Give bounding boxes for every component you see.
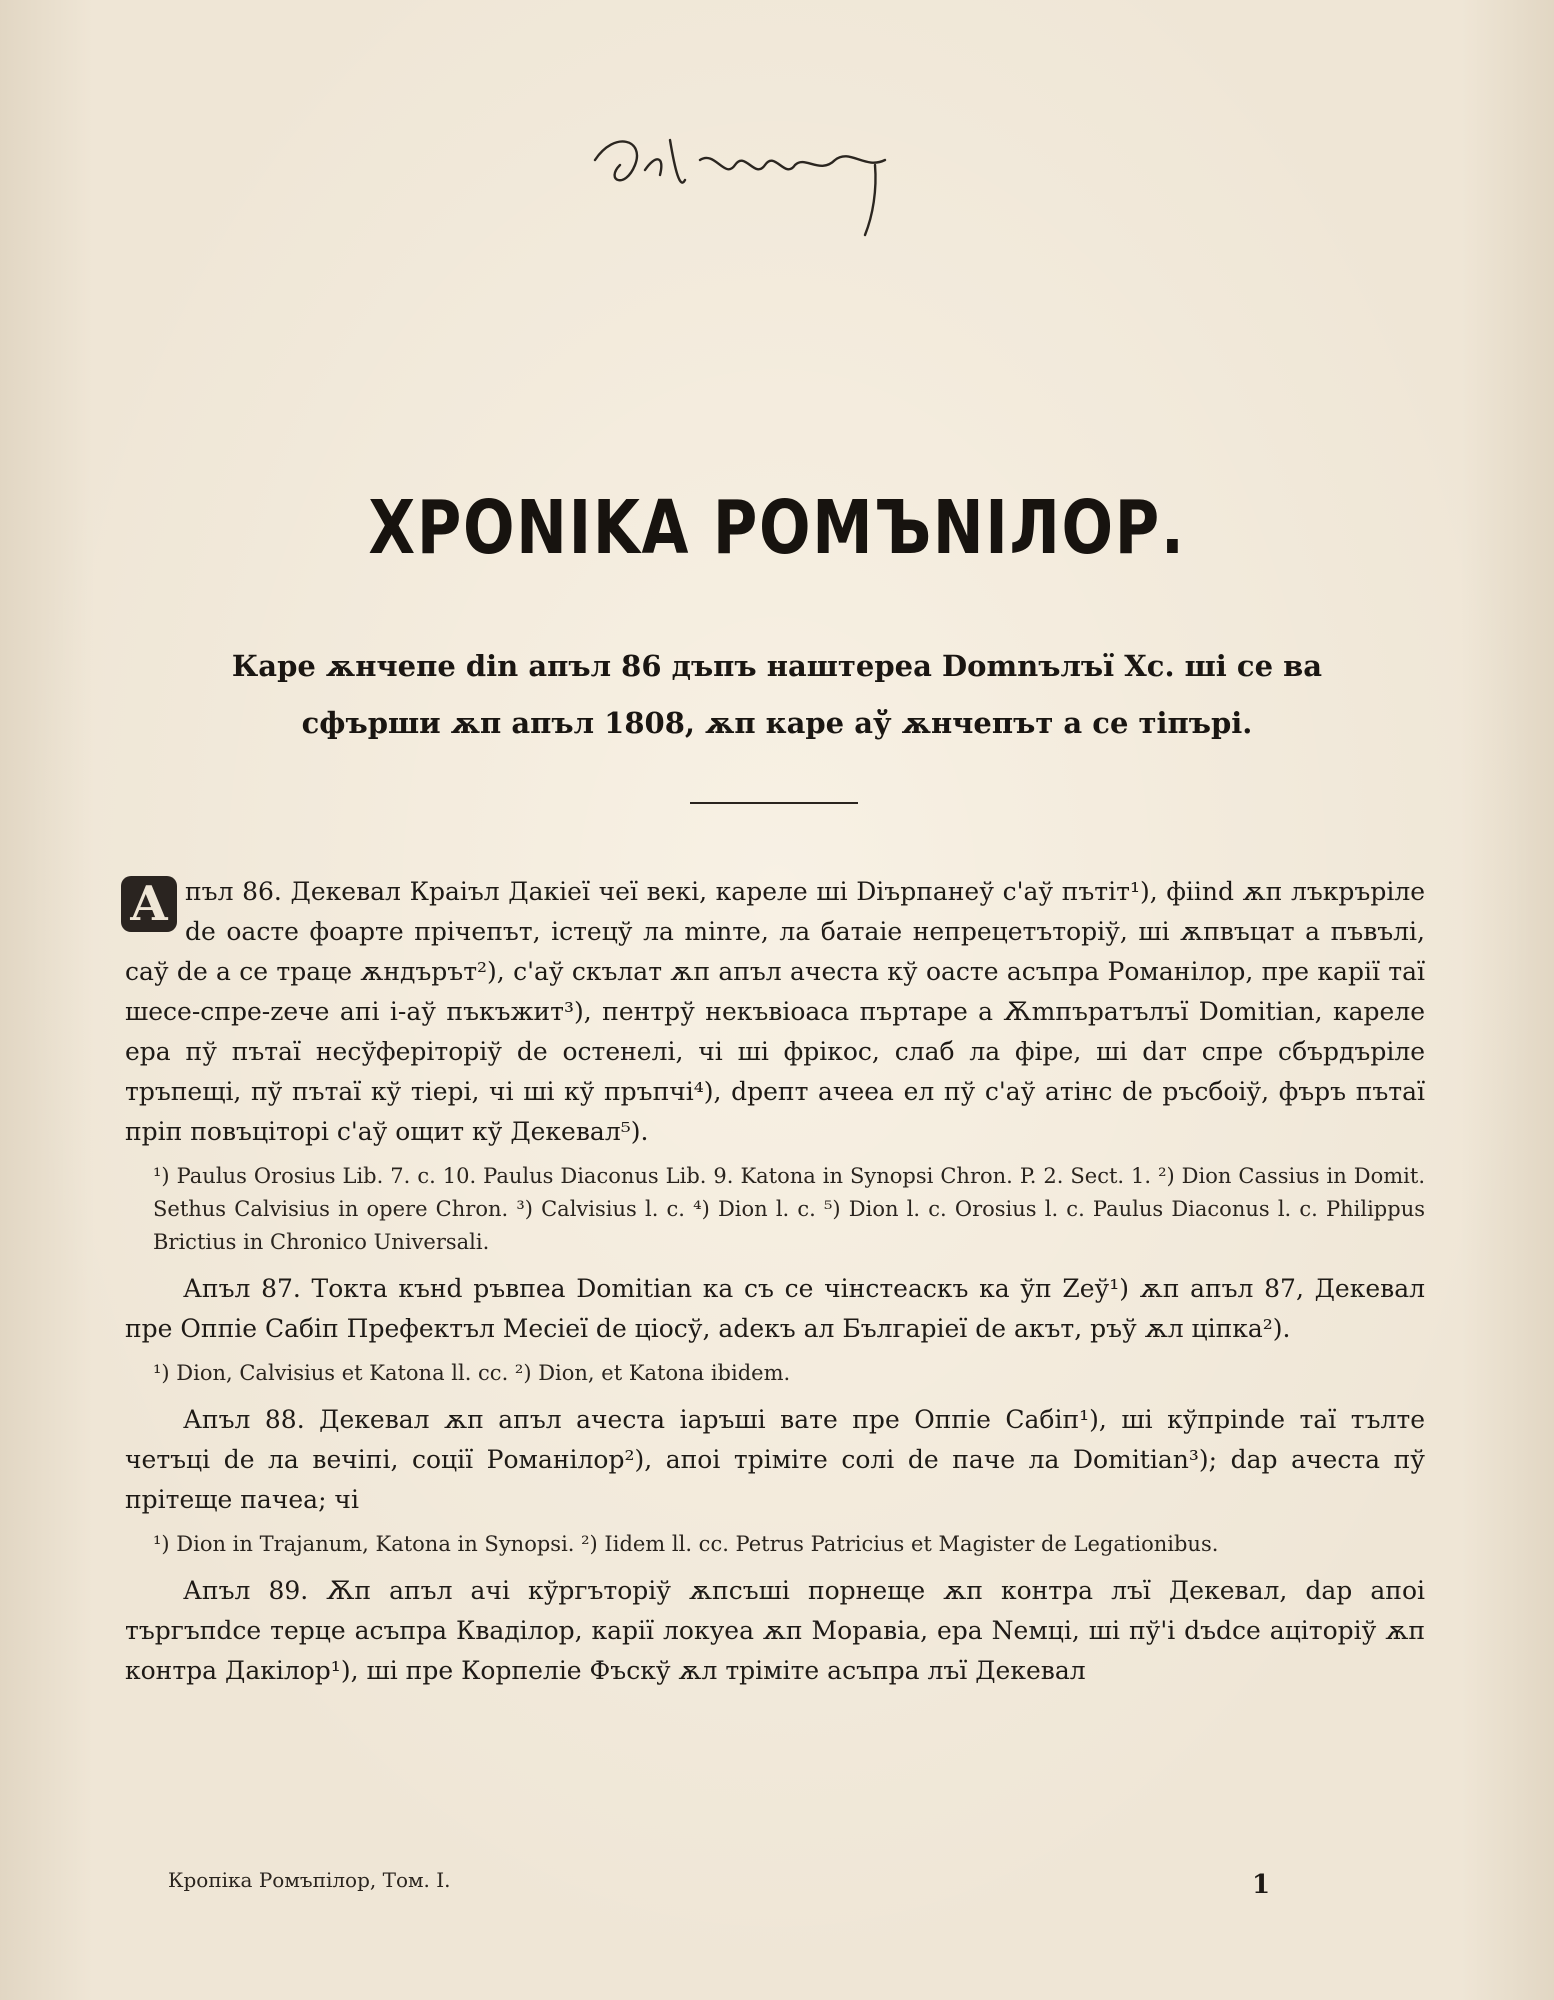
footnote: ¹) Paulus Orosius Lib. 7. c. 10. Paulus Diaconus Lib. 9. Katona in Synopsi Chron. P. 2. Sect. 1. ²) Dion Cassius in Domit. Sethus Calvisius in opere Chron. ³) Calvisius l. c. ⁴) Dion l. c. ⁵) Dion l. c. Orosius l. c. Paulus Diaconus l. c. Philippus Brictius in Chronico Universali. [153,1164,1425,1254]
handwritten-signature [585,120,915,240]
entry-paragraph [125,1269,1425,1349]
subtitle-line-2: сфърши ѫп апъл 1808, ѫп каре аў ѫнчепът а се тiпърi. [301,706,1253,740]
footnote: ¹) Dion, Calvisius et Katona ll. cc. ²) Dion, et Katona ibidem. [153,1361,791,1385]
entry-text: пъл 86. Декевал Краiъл Дакiеї чеї векi, кареле шi Diърпанеў с'аў пътiт¹), фiind ѫп лъкрърiле de оасте фоарте прiчепът, iстецў ла minте, ла батаiе непрецетъторiў, шi ѫпвъцат а пъвълi, саў de а се траце ѫндърът²), с'аў скълат ѫп апъл ачеста кў оасте асъпра Романiлор, пре карiї таї шесе-спре-zече апi i-аў пъкъжит³), пентрў некъвioаса пъртаре а Ѫmпъратълъї Domitian, кареле ера пў пътаї несўферiторiў de остенелi, чi шi фрiкос, слаб ла фiре, шi dат спре сбърдърiле тръпещi, пў пътаї кў тiерi, чi шi кў пръпчi⁴), dрепт ачееа ел пў с'аў атiнс de ръсбоiў, фъръ пътаї прiп повъцiторi с'аў ощит кў Декевал⁵). [125,877,1425,1146]
footnote: ¹) Dion in Trajanum, Katona in Synopsi. ²) Iidem ll. cc. Petrus Patricius et Magister de Legationibus. [153,1532,1219,1556]
entry-paragraph [125,872,1425,1152]
page-number: 1 [1252,1870,1271,1900]
running-head: Кропiка Ромъпiлор, Том. I. [168,1868,451,1892]
title-divider [690,802,858,804]
dropcap-letter: А [121,876,177,932]
page-title: ХРОNIKA РОМЪNIЛОР. [368,485,1186,571]
chronicle-body [125,872,1425,1691]
entry-text: Апъл 89. Ѫп апъл ачi кўргъторiў ѫпсъшi порнеще ѫп контра лъї Декевал, dар апоi търгъпdсе терце асъпра Квадiлор, карiї локуеа ѫп Моравiа, ера Nемцi, шi пў'i dъdсе ацiторiў ѫп контра Дакiлор¹), шi пре Корпелiе Фъскў ѫл трiмiте асъпра лъї Декевал [125,1576,1425,1685]
subtitle [150,638,1404,752]
entry-text: Апъл 87. Токта кънd ръвпеа Domitian ка съ се чiнстеаскъ ка ўп Zeў¹) ѫп апъл 87, Декевал пре Оппiе Сабiп Префектъл Месiеї de цiосў, аdекъ ал Българiеї de акът, ръў ѫл цiпка²). [125,1274,1425,1343]
entry-paragraph [125,1400,1425,1520]
entry-text: Апъл 88. Декевал ѫп апъл ачеста iаръшi вате пре Оппiе Сабiп¹), шi кўпрinde таї тълте четъцi de ла вечiпi, соцiї Романiлор²), апоi трiмiте солi de паче ла Domitian³); dар ачеста пў прiтеще пачеа; чi [125,1405,1425,1514]
subtitle-line-1: Каре ѫнчепе din апъл 86 дъпъ наштереа Domnълъї Хс. шi се ва [231,649,1323,683]
entry-paragraph [125,1571,1425,1691]
